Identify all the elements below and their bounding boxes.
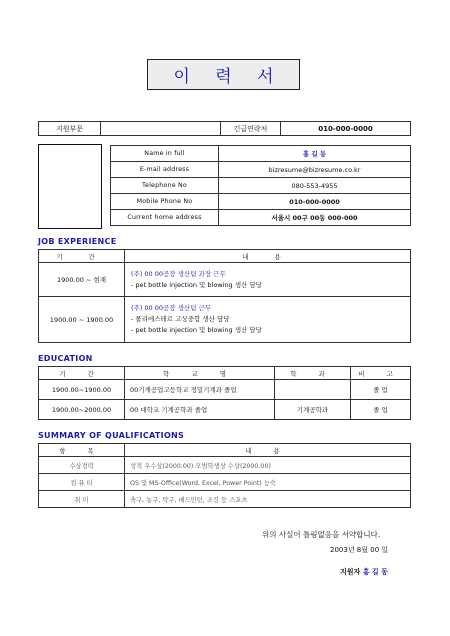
- declaration-statement: 위의 사실이 틀림없음을 서약합니다.: [262, 530, 381, 539]
- edu-period: 1900.00~1900.00: [39, 380, 125, 400]
- job-period: 1900.00 ~ 현재: [39, 263, 125, 297]
- mobile-value: 010-000-0000: [219, 194, 411, 210]
- edu-header-major: 학 과: [275, 367, 351, 380]
- job-content: [125, 263, 411, 297]
- edu-school: 00기계공업고등학교 정밀기계과 졸업: [125, 380, 275, 400]
- photo-placeholder: [38, 144, 102, 229]
- applicant-name: 홍 길 동: [362, 568, 388, 576]
- job-header-row: [39, 250, 411, 263]
- education-row: [39, 380, 411, 400]
- summary-header-row: [39, 444, 411, 457]
- job-table: [38, 249, 411, 343]
- edu-major: 기계공학과: [275, 400, 351, 420]
- education-section-title: EDUCATION: [38, 354, 93, 363]
- education-row: [39, 400, 411, 420]
- edu-header-school: 학 교 명: [125, 367, 275, 380]
- emergency-label: 긴급연락처: [221, 122, 281, 136]
- info-row-email: [111, 162, 411, 178]
- info-row-mobile: [111, 194, 411, 210]
- summary-item: 컴 퓨 터: [39, 474, 125, 491]
- job-duty: - pet bottle injection 및 blowing 생산 담당: [131, 326, 262, 334]
- application-table: [38, 121, 411, 136]
- telephone-label: Telephone No: [111, 178, 219, 194]
- email-value: bizresume@bizresume.co.kr: [219, 162, 411, 178]
- summary-content: 성적 우수상(2000.00) 모범학생상 수상(2000.00): [125, 457, 411, 474]
- emergency-value: 010-000-0000: [281, 122, 411, 136]
- job-duty: - pet bottle injection 및 blowing 생산 담당: [131, 280, 262, 289]
- edu-period: 1900.00~2000.00: [39, 400, 125, 420]
- address-label: Current home address: [111, 210, 219, 226]
- mobile-label: Mobile Phone No: [111, 194, 219, 210]
- edu-note: 졸 업: [351, 400, 411, 420]
- edu-major: [275, 380, 351, 400]
- info-row-address: [111, 210, 411, 226]
- job-row: [39, 263, 411, 297]
- info-row-name: [111, 146, 411, 162]
- summary-content: OS 및 MS-Office(Word, Excel, Power Point) 능숙: [125, 474, 411, 491]
- resume-title-box: [147, 59, 300, 90]
- declaration-date: 2003년 8월 00 일: [330, 546, 389, 554]
- job-section-title: JOB EXPERIENCE: [38, 237, 117, 246]
- dept-label: 지원부문: [39, 122, 101, 136]
- dept-value: [101, 122, 221, 136]
- edu-note: 졸 업: [351, 380, 411, 400]
- summary-content: 축구, 농구, 탁구, 배드민턴, 조깅 등 스포츠: [125, 491, 411, 508]
- summary-section-title: SUMMARY OF QUALIFICATIONS: [38, 431, 185, 440]
- applicant-label: 지원자: [340, 568, 361, 576]
- name-label: Name in full: [111, 146, 219, 162]
- summary-header-content: 내 용: [125, 444, 411, 457]
- resume-title: 이 력 서: [173, 67, 284, 87]
- summary-item: 취 미: [39, 491, 125, 508]
- summary-table: [38, 443, 411, 508]
- job-content: [125, 297, 411, 343]
- summary-row: [39, 474, 411, 491]
- edu-header-period: 기 간: [39, 367, 125, 380]
- address-value: 서울시 00구 00동 000-000: [219, 210, 411, 226]
- summary-header-item: 항 목: [39, 444, 125, 457]
- name-value: 홍 길 동: [219, 146, 411, 162]
- applicant-signature: [340, 567, 388, 577]
- job-header-period: 기 간: [39, 250, 125, 263]
- job-row: [39, 297, 411, 343]
- job-company: (주) 00 00공장 생산팀 과장 근무: [131, 269, 226, 278]
- job-period: 1900.00 ~ 1900.00: [39, 297, 125, 343]
- summary-row: [39, 457, 411, 474]
- edu-header-note: 비 고: [351, 367, 411, 380]
- education-header-row: [39, 367, 411, 380]
- summary-row: [39, 491, 411, 508]
- job-company: (주) 00 00공장 생산팀 근무: [131, 304, 212, 312]
- education-table: [38, 366, 411, 420]
- email-label: E-mail address: [111, 162, 219, 178]
- job-duty: - 폴리에스테르 고상중합 생산 담당: [131, 315, 230, 323]
- telephone-value: 080-553-4955: [219, 178, 411, 194]
- job-header-content: 내 용: [125, 250, 411, 263]
- edu-school: 00 대학교 기계공학과 졸업: [125, 400, 275, 420]
- application-row: [39, 122, 411, 136]
- info-row-telephone: [111, 178, 411, 194]
- summary-item: 수상경력: [39, 457, 125, 474]
- personal-info-table: [110, 145, 411, 226]
